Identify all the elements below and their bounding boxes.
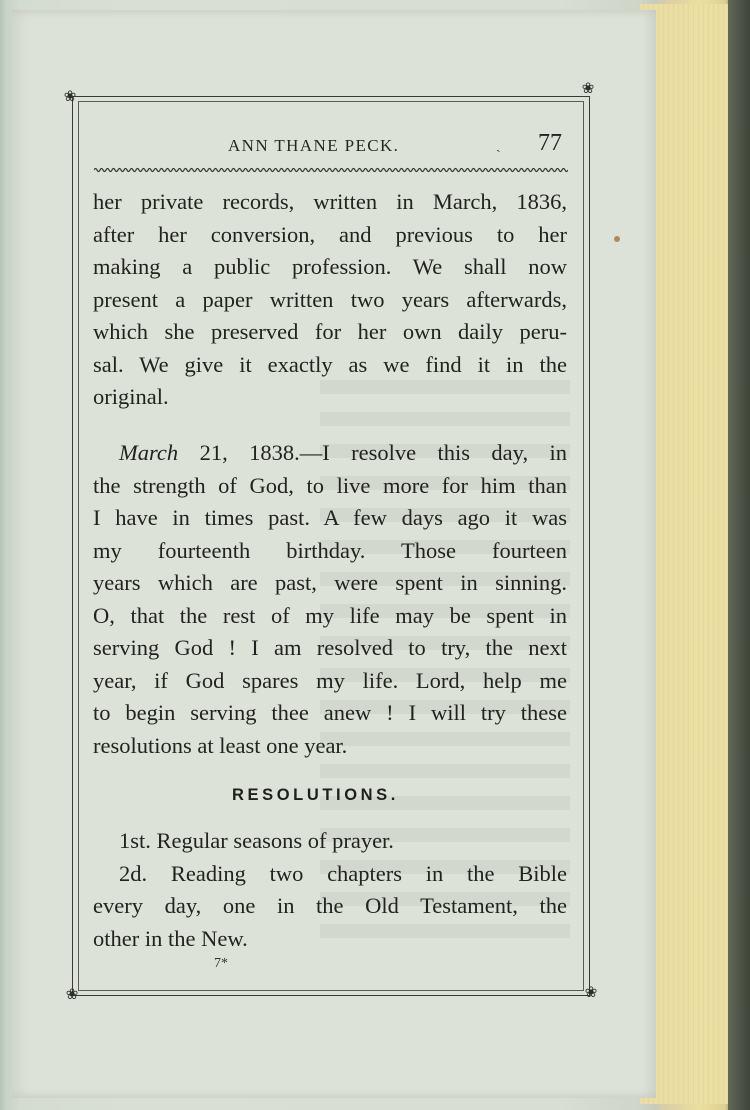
resolutions-list bbox=[93, 825, 567, 955]
corner-ornament-icon: ❀ bbox=[581, 79, 595, 97]
corner-ornament-icon: ❀ bbox=[63, 87, 77, 105]
text-line: other in the New. bbox=[93, 925, 248, 951]
paper-stain bbox=[614, 236, 620, 242]
resolution-item: 2d. Reading two chapters in the Bible bbox=[119, 860, 567, 886]
text-line: the strength of God, to live more for him than bbox=[93, 472, 567, 498]
signature-mark: 7* bbox=[214, 956, 228, 971]
text-line: to begin serving thee anew ! I will try these bbox=[93, 700, 567, 725]
book-spine bbox=[728, 0, 750, 1110]
header-mark: ˎ bbox=[496, 138, 501, 153]
text-line: sal. We give it exactly as we find it in the bbox=[93, 351, 567, 377]
text-line: making a public profession. We shall now bbox=[93, 254, 567, 279]
resolution-item: 1st. Regular seasons of prayer. bbox=[119, 828, 394, 853]
wavy-rule bbox=[94, 166, 568, 174]
text-line: resolutions at least one year. bbox=[93, 732, 348, 758]
corner-ornament-icon: ❀ bbox=[584, 983, 598, 1001]
text-line: year, if God spares my life. Lord, help me bbox=[93, 667, 567, 693]
text-line: O, that the rest of my life may be spent in bbox=[93, 602, 567, 628]
paragraph-continuation bbox=[93, 186, 567, 414]
text-line: every day, one in the Old Testament, the bbox=[93, 893, 567, 918]
running-title: ANN THANE PECK. bbox=[228, 136, 400, 155]
text-line: her private records, written in March, 1836, bbox=[93, 189, 567, 214]
text-line: original. bbox=[93, 384, 169, 409]
text-line: which she preserved for her own daily peru- bbox=[93, 319, 567, 344]
text-line: years which are past, were spent in sinning. bbox=[93, 570, 567, 595]
text-line: I have in times past. A few days ago it was bbox=[93, 505, 567, 530]
text-line bbox=[93, 437, 567, 470]
text-line: serving God ! I am resolved to try, the next bbox=[93, 635, 567, 660]
entry-date: March bbox=[119, 440, 179, 465]
text-line: present a paper written two years afterwards, bbox=[93, 286, 567, 312]
diary-entry bbox=[93, 437, 567, 762]
text-line: after her conversion, and previous to her bbox=[93, 221, 567, 247]
resolutions-heading: RESOLUTIONS. bbox=[232, 786, 399, 804]
page-number: 77 bbox=[538, 130, 562, 156]
text-line: my fourteenth birthday. Those fourteen bbox=[93, 537, 567, 563]
corner-ornament-icon: ❀ bbox=[65, 985, 79, 1003]
running-header bbox=[92, 132, 570, 160]
entry-opening: 21, 1838.—I resolve this day, in bbox=[178, 440, 567, 465]
